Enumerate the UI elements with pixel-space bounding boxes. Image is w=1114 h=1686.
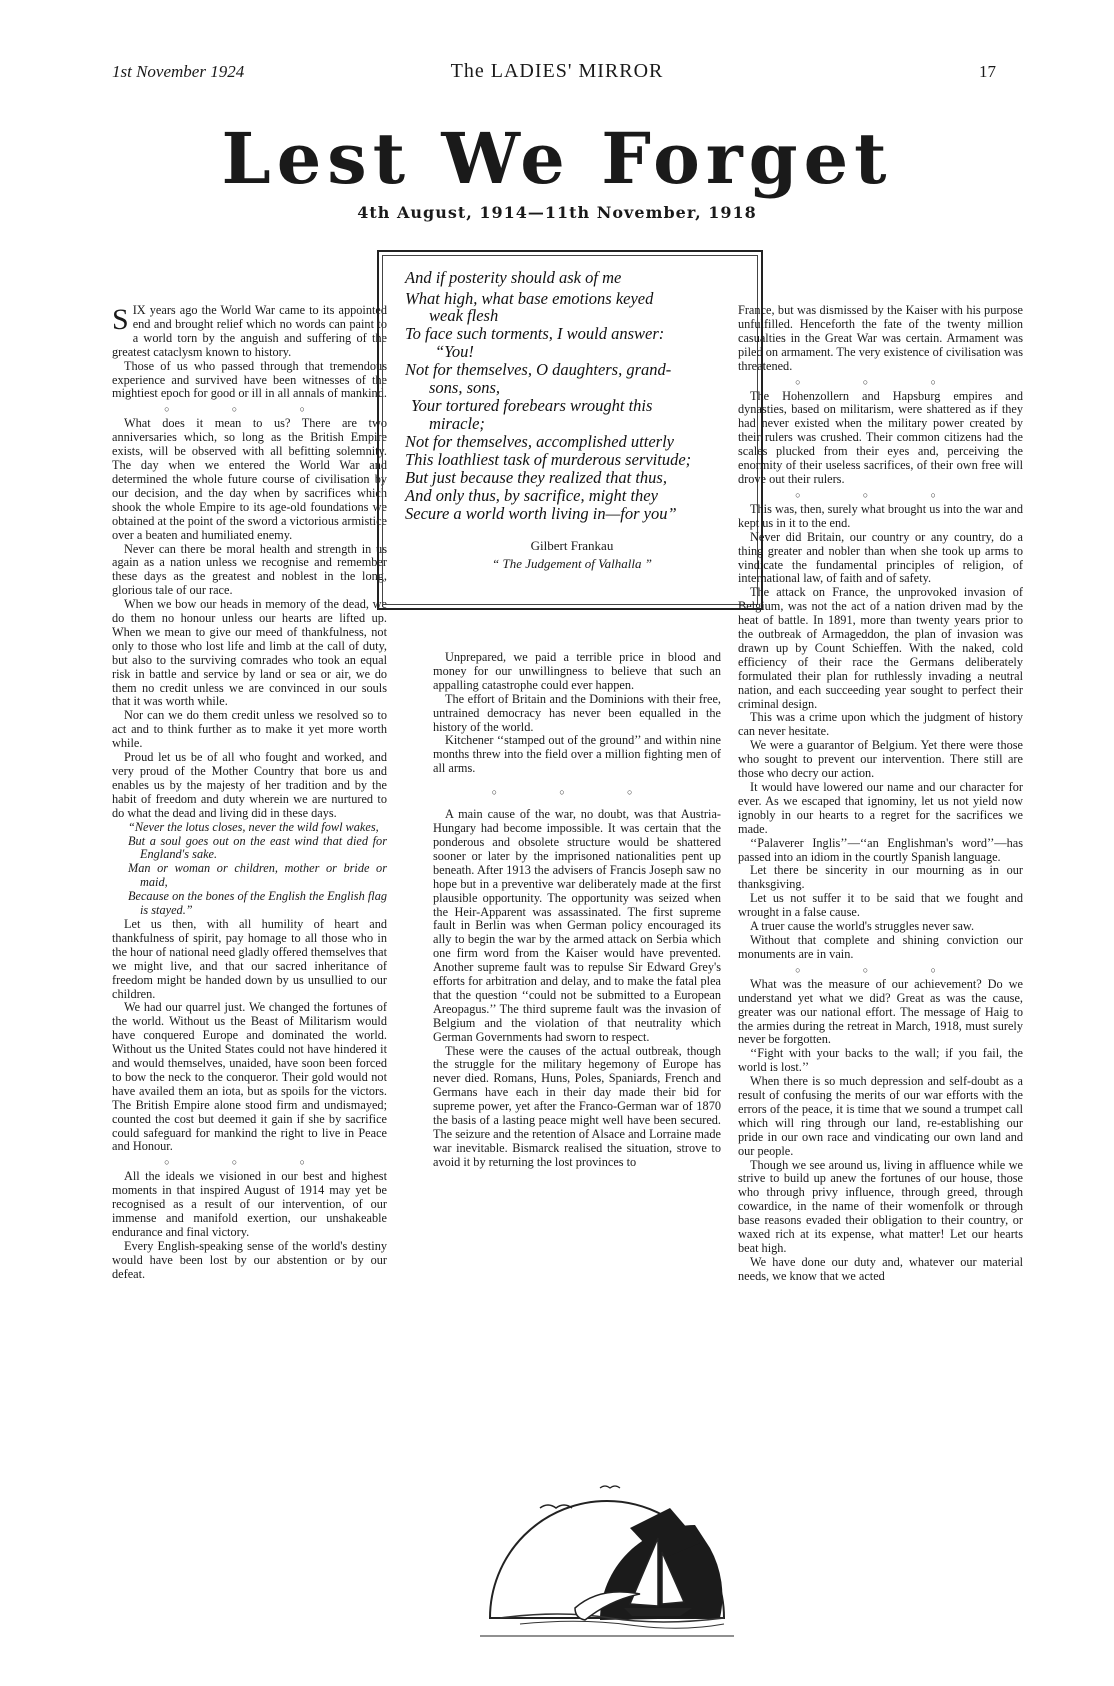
paragraph: This was a crime upon which the judgment of history can never hesitate. [738,710,1023,739]
paragraph: Let there be sincerity in our mourning as in our thanksgiving. [738,863,1023,892]
paragraph: Though we see around us, living in affluence while we strive to build up anew the fortunes of our house, those who through privy influence, through greed, through cowardice, in the name of their womenfolk or through base reasons evaded their obligation to their country, or waxed rich at its expense, what matter! Let our hearts beat high. [738,1157,1023,1255]
opening-paragraph [112,304,387,360]
paragraph: Let us not suffer it to be said that we fought and wrought in a false cause. [738,891,1023,920]
paragraph: These were the causes of the actual outbreak, though the struggle for the military hegemony of Europe has never died. Romans, Huns, Poles, Spaniards, French and Germans have each in their day made their bid for supreme power, yet after the Franco-German war of 1870 the basis of a lasting peace might well have been secured. The seizure and the retention of Alsace and Lorraine made war inevitable. Bismarck realised the situation, strove to avoid it by returning the lost provinces to [433,1043,721,1169]
paragraph: Every English-speaking sense of the world's destiny would have been lost by our abstention or by our defeat. [112,1238,387,1281]
ornament-divider: ○ ○ ○ [795,376,966,387]
article-dates: 4th August, 1914—11th November, 1918 [357,203,757,222]
paragraph: ‘‘Fight with your backs to the wall; if you fail, the world is lost.’’ [738,1046,1023,1075]
paragraph: We were a guarantor of Belgium. Yet there were those who sought to prevent our intervention. There still are those who decry our action. [738,738,1023,781]
verse-line: Because on the bones of the English the English flag is stayed.” [128,889,387,918]
seagull-icon [600,1486,620,1488]
paragraph: The Hohenzollern and Hapsburg empires and dynasties, based on militarism, were shattered as if they had never existed when the military power created by their rulers was crushed. Their common citizens had the scales plucked from their eyes and, perceiving the enormity of their useless sacrifices, of their own free will drove out their rulers. [738,388,1023,486]
paragraph: What does it mean to us? There are two anniversaries which, so long as the British Empire exists, will be observed with all befitting solemnity. The day when we entered the World War and determined the whole future course of civilisation by our decision, and the day when by sacrifices which shook the whole Empire to its age-old foundations we obtained at the point of the sword a victorious armistice over a beaten and humiliated enemy. [112,416,387,542]
paragraph: A truer cause the world's struggles never saw. [750,919,975,934]
paragraph: A main cause of the war, no doubt, was that Austria-Hungary had become impossible. It was certain that the ponderous and obsolete structure would be shattered sooner or later by the imprisoned nationalities pent up beneath. After 1913 the advisers of Francis Joseph saw no hope but in a preventive war deliberately made at the first plausible opportunity. The opportunity was seized when the Heir-Apparent was assassinated. The first supreme fault in Berlin was when German policy encouraged its ally to begin the war by the armed attack on Serbia which one firm word from the Kaiser would have prevented. Another supreme fault was to repulse Sir Edward Grey's efforts for arbitration and delay, and to make the fatal plea that the question ‘‘could not be submitted to a European Areopagus.’’ The third supreme fault was the invasion of Belgium and the violation of that neutrality which German Governments had sworn to respect. [433,807,721,1044]
ornament-divider: ○ ○ ○ [164,1157,335,1168]
paragraph: France, but was dismissed by the Kaiser with his purpose unfulfilled. Henceforth the fate of the twenty million casualties in the Great War was certain. Armament was piled on armament. The very existence of civilisation was threatened. [738,303,1023,373]
poem-line: weak flesh [429,306,499,325]
sailboat-illustration [480,1468,734,1638]
poem-line: Your tortured forebears wrought this [411,396,653,415]
ornament-divider: ○ ○ ○ [491,787,663,798]
paragraph: The effort of Britain and the Dominions with their free, untrained democracy has never been equalled in the history of the world. [433,691,721,734]
poem-line: And only thus, by sacrifice, might they [405,486,658,505]
verse-line: But a soul goes out on the east wind that died for England's sake. [128,833,387,862]
magazine-title: The LADIES' MIRROR [450,60,664,82]
paragraph: The attack on France, the unprovoked invasion of Belgium, was not the act of a nation driven mad by the heat of battle. In 1891, more than twenty years prior to the outbreak of Armageddon, the plan of invasion was drawn up by Count Schieffen. With the naked, cold efficiency of their race the Germans deliberately formulated their plan for ruthlessly invading a neutral nation, and each succeeding year sought to perfect their criminal design. [738,585,1023,711]
column-1 [112,304,387,1282]
paragraph: Never did Britain, our country or any country, do a thing greater and nobler than when she took up arms to vindicate the fundamental principles of religion, of international law, of faith and of safety. [738,529,1023,586]
poem-author: Gilbert Frankau [530,538,614,553]
paragraph: It would have lowered our name and our character for ever. As we escaped that ignominy, let us not yield now ignobly in our hearts to a regret for the sacrifices we made. [738,780,1023,836]
poem-line: miracle; [429,414,485,433]
poem-line: “You! [435,342,474,361]
poem-line: sons, sons, [429,378,501,397]
paragraph: Unprepared, we paid a terrible price in blood and money for our unwillingness to believe that such an appalling catastrophe could ever happen. [433,650,721,692]
paragraph: What was the measure of our achievement? Do we understand yet what we did? Great as was the cause, greater was our national effort. The message of Haig to the armies during the retreat in March, 1918, must surely never be forgotten. [738,976,1023,1047]
paragraph: Let us then, with all humility of heart and thankfulness of spirit, pay homage to all those who in the hour of national need gladly offered themselves that we might live, and that our sacred inheritance of freedom might be handed down by us unsullied to our children. [112,916,387,1001]
page-number: 17 [979,62,996,81]
paragraph: When there is so much depression and self-doubt as a result of confusing the merits of our war efforts with the errors of the peace, it is time that we sound a trumpet call which will ring through our land, re-establishing our pride in our own race and vindicating our own land and our people. [738,1074,1023,1158]
issue-date: 1st November 1924 [112,62,245,81]
verse-line: Man or woman or children, mother or bride or maid, [128,861,387,890]
article-title: Lest We Forget [221,117,893,200]
poem-line: Secure a world worth living in—for you” [405,504,677,523]
paragraph: Without that complete and shining conviction our monuments are in vain. [738,932,1023,961]
paragraph: When we bow our heads in memory of the dead, we do them no honour unless our hearts are lifted up. When we mean to give our meed of thankfulness, not only to those who lost life and limb at the call of duty, but also to the surviving comrades who took an equal risk in battle and service by land or sea or air, we do them no credit unless we are convinced in our souls that it was worth while. [112,597,387,709]
paragraph: Nor can we do them credit unless we resolved so to act and to think further as to make it yet more worth while. [112,708,387,751]
ornament-divider: ○ ○ ○ [795,964,966,975]
opening-text: IX years ago the World War came to its appointed end and brought relief which no words can paint to a world torn by the anguish and suffering of the greatest cataclysm known to history. [112,303,387,359]
column-3 [738,304,1023,1284]
column-2 [433,651,721,1170]
paragraph: Proud let us be of all who fought and worked, and very proud of the Mother Country that bore us and enables us by the majesty of her tradition and by the habit of freedom and duty wherein we are nurtured to do what the dead and living did in these days. [112,750,387,820]
paragraph: Never can there be moral health and strength in us again as a nation unless we recognise and remember these days as the greatest and noblest in the long, glorious tale of our race. [112,541,387,598]
drop-cap: S [112,303,129,336]
sea-wave [520,1621,724,1628]
ornament-divider: ○ ○ ○ [164,404,335,415]
paragraph: Kitchener ‘‘stamped out of the ground’’ and within nine months threw into the field over a million fighting men of all arms. [433,733,721,776]
poem-source: “ The Judgement of Valhalla ” [492,556,652,571]
poem-line: What high, what base emotions keyed [405,289,654,308]
paragraph: All the ideals we visioned in our best and highest moments in that inspired August of 1914 may yet be recognised as a result of our intervention, of our immense and manifold exertion, our unshakeable endurance and final victory. [112,1169,387,1239]
verse-quote [112,821,387,918]
poem-line: To face such torments, I would answer: [405,324,665,343]
paragraph: Those of us who passed through that tremendous experience and survived have been witnesses of the mightiest epoch for good or ill in all annals of mankind. [112,358,387,401]
paragraph: We had our quarrel just. We changed the fortunes of the world. Without us the Beast of Militarism would have conquered Europe and dominated the world. Without us the United States could not have hindered it and would themselves, unaided, have soon been forced to bow the neck to the conqueror. Their gold would not have availed them an iota, but as spoils for the victors. The British Empire alone stood firm and undismayed; counted the cost but deemed it gain if she by sacrifice could safeguard for mankind the right to live in Peace and Honour. [112,1000,387,1154]
paragraph: We have done our duty and, whatever our material needs, we know that we acted [738,1254,1023,1283]
verse-line: “Never the lotus closes, never the wild fowl wakes, [128,819,379,834]
paragraph: This was, then, surely what brought us into the war and kept us in it to the end. [738,501,1023,530]
poem-line: Not for themselves, accomplished utterly [405,432,674,451]
poem-line: This loathliest task of murderous servitude; [405,450,692,469]
poem-line: But just because they realized that thus, [405,468,667,487]
poem-box [377,250,763,610]
poem-line: And if posterity should ask of me [405,268,622,287]
ornament-divider: ○ ○ ○ [795,489,966,500]
paragraph: ‘‘Palaverer Inglis’’—‘‘an Englishman's word’’—has passed into an idiom in the courtly Spanish language. [738,835,1023,864]
poem-line: Not for themselves, O daughters, grand- [405,360,672,379]
